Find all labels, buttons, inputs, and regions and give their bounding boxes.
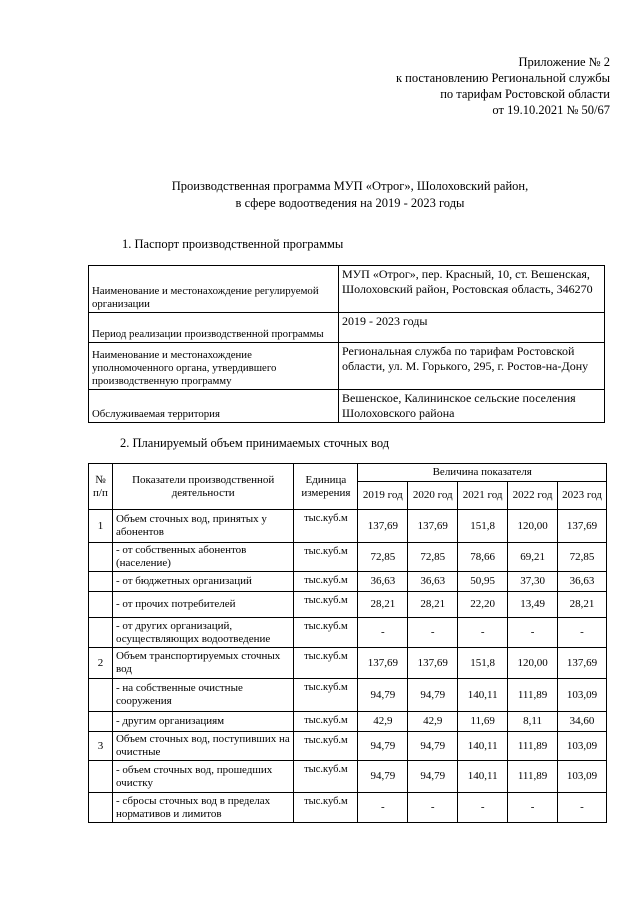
header-unit: Единица измерения [294,464,358,510]
row-unit: тыс.куб.м [294,679,358,712]
row-value: 94,79 [358,761,408,793]
passport-row [89,313,605,343]
row-indicator: - от прочих потребителей [112,592,293,618]
row-value: 151,8 [458,510,508,543]
header-indicator: Показатели производственной деятельности [112,464,293,510]
row-indicator: Объем сточных вод, принятых у абонентов [112,510,293,543]
row-value: - [358,618,408,648]
row-value: - [508,618,558,648]
row-value: 94,79 [358,732,408,761]
header-year: 2019 год [358,482,408,510]
row-value: 140,11 [458,732,508,761]
header-year: 2023 год [558,482,607,510]
row-value: 120,00 [508,510,558,543]
table-row [89,793,607,823]
row-number [89,592,113,618]
passport-value: Вешенское, Калининское сельские поселения Шолоховского района [339,390,605,423]
row-value: 78,66 [458,543,508,572]
row-unit: тыс.куб.м [294,543,358,572]
row-value: 50,95 [458,572,508,592]
row-value: 28,21 [358,592,408,618]
row-value: 137,69 [358,510,408,543]
appendix-line: к постановлению Региональной службы [395,71,610,85]
row-value: 94,79 [408,732,458,761]
header-value-group: Величина показателя [358,464,607,482]
passport-row [89,266,605,313]
row-indicator: Объем сточных вод, поступивших на очистные [112,732,293,761]
row-unit: тыс.куб.м [294,648,358,679]
row-indicator: - от других организаций, осуществляющих водоотведение [112,618,293,648]
row-value: 120,00 [508,648,558,679]
table-row [89,648,607,679]
volume-table [88,463,607,823]
header-year: 2022 год [508,482,558,510]
appendix-note [396,54,610,118]
table-row [89,510,607,543]
row-number: 2 [89,648,113,679]
row-value: - [458,618,508,648]
row-value: 140,11 [458,761,508,793]
row-value: 42,9 [408,712,458,732]
row-value: 137,69 [408,648,458,679]
row-number: 1 [89,510,113,543]
row-number [89,543,113,572]
row-indicator: Объем транспортируемых сточных вод [112,648,293,679]
row-value: 72,85 [358,543,408,572]
table-row [89,572,607,592]
row-value: 137,69 [408,510,458,543]
row-value: 11,69 [458,712,508,732]
row-value: 28,21 [408,592,458,618]
row-value: 137,69 [558,510,607,543]
row-unit: тыс.куб.м [294,510,358,543]
row-value: 103,09 [558,761,607,793]
passport-key: Обслуживаемая территория [89,390,339,423]
passport-value: Региональная служба по тарифам Ростовской области, ул. М. Горького, 295, г. Ростов-на-Дону [339,343,605,390]
passport-key: Наименование и местонахождение регулируемой организации [89,266,339,313]
row-value: 42,9 [358,712,408,732]
appendix-line: от 19.10.2021 № 50/67 [492,103,610,117]
table-row [89,761,607,793]
row-value: 36,63 [558,572,607,592]
row-value: 72,85 [408,543,458,572]
row-number [89,712,113,732]
row-value: 137,69 [558,648,607,679]
row-value: 111,89 [508,761,558,793]
row-value: 36,63 [408,572,458,592]
row-value: - [558,793,607,823]
header-year: 2021 год [458,482,508,510]
row-value: - [408,618,458,648]
table-row [89,543,607,572]
row-unit: тыс.куб.м [294,712,358,732]
row-value: 103,09 [558,679,607,712]
row-unit: тыс.куб.м [294,761,358,793]
section-heading-volume: 2. Планируемый объем принимаемых сточных вод [120,436,390,450]
row-indicator: - сбросы сточных вод в пределах нормативов и лимитов [112,793,293,823]
passport-key: Период реализации производственной программы [89,313,339,343]
passport-row [89,343,605,390]
row-number [89,793,113,823]
header-row [89,464,607,482]
row-value: 28,21 [558,592,607,618]
row-value: 8,11 [508,712,558,732]
row-value: 22,20 [458,592,508,618]
row-value: 94,79 [408,679,458,712]
row-number [89,761,113,793]
row-number [89,679,113,712]
passport-key: Наименование и местонахождение уполномоченного органа, утвердившего производственную программу [89,343,339,390]
row-value: 72,85 [558,543,607,572]
row-value: - [508,793,558,823]
row-unit: тыс.куб.м [294,592,358,618]
row-value: - [408,793,458,823]
row-value: - [558,618,607,648]
passport-table [88,265,605,423]
row-value: 140,11 [458,679,508,712]
row-indicator: - от бюджетных организаций [112,572,293,592]
table-row [89,679,607,712]
row-number [89,618,113,648]
passport-value: 2019 - 2023 годы [339,313,605,343]
row-value: - [358,793,408,823]
row-unit: тыс.куб.м [294,572,358,592]
section-heading-passport: 1. Паспорт производственной программы [122,237,344,251]
row-value: 103,09 [558,732,607,761]
row-value: 37,30 [508,572,558,592]
row-number [89,572,113,592]
document-title [40,178,640,212]
row-value: 34,60 [558,712,607,732]
header-no: № п/п [89,464,113,510]
table-row [89,592,607,618]
row-value: 36,63 [358,572,408,592]
row-unit: тыс.куб.м [294,618,358,648]
row-value: 111,89 [508,679,558,712]
row-value: 151,8 [458,648,508,679]
row-value: 13,49 [508,592,558,618]
row-value: 69,21 [508,543,558,572]
header-year: 2020 год [408,482,458,510]
row-number: 3 [89,732,113,761]
row-indicator: - от собственных абонентов (население) [112,543,293,572]
passport-value: МУП «Отрог», пер. Красный, 10, ст. Вешенская, Шолоховский район, Ростовская область, 346270 [339,266,605,313]
title-line: Производственная программа МУП «Отрог», Шолоховский район, [171,179,529,193]
row-unit: тыс.куб.м [294,793,358,823]
row-indicator: - другим организациям [112,712,293,732]
row-unit: тыс.куб.м [294,732,358,761]
table-row [89,712,607,732]
appendix-line: по тарифам Ростовской области [440,87,610,101]
title-line: в сфере водоотведения на 2019 - 2023 годы [235,196,465,210]
passport-row [89,390,605,423]
row-value: 137,69 [358,648,408,679]
appendix-line: Приложение № 2 [518,55,610,69]
row-indicator: - объем сточных вод, прошедших очистку [112,761,293,793]
table-row [89,732,607,761]
row-value: 94,79 [358,679,408,712]
row-indicator: - на собственные очистные сооружения [112,679,293,712]
row-value: 111,89 [508,732,558,761]
row-value: 94,79 [408,761,458,793]
row-value: - [458,793,508,823]
table-row [89,618,607,648]
